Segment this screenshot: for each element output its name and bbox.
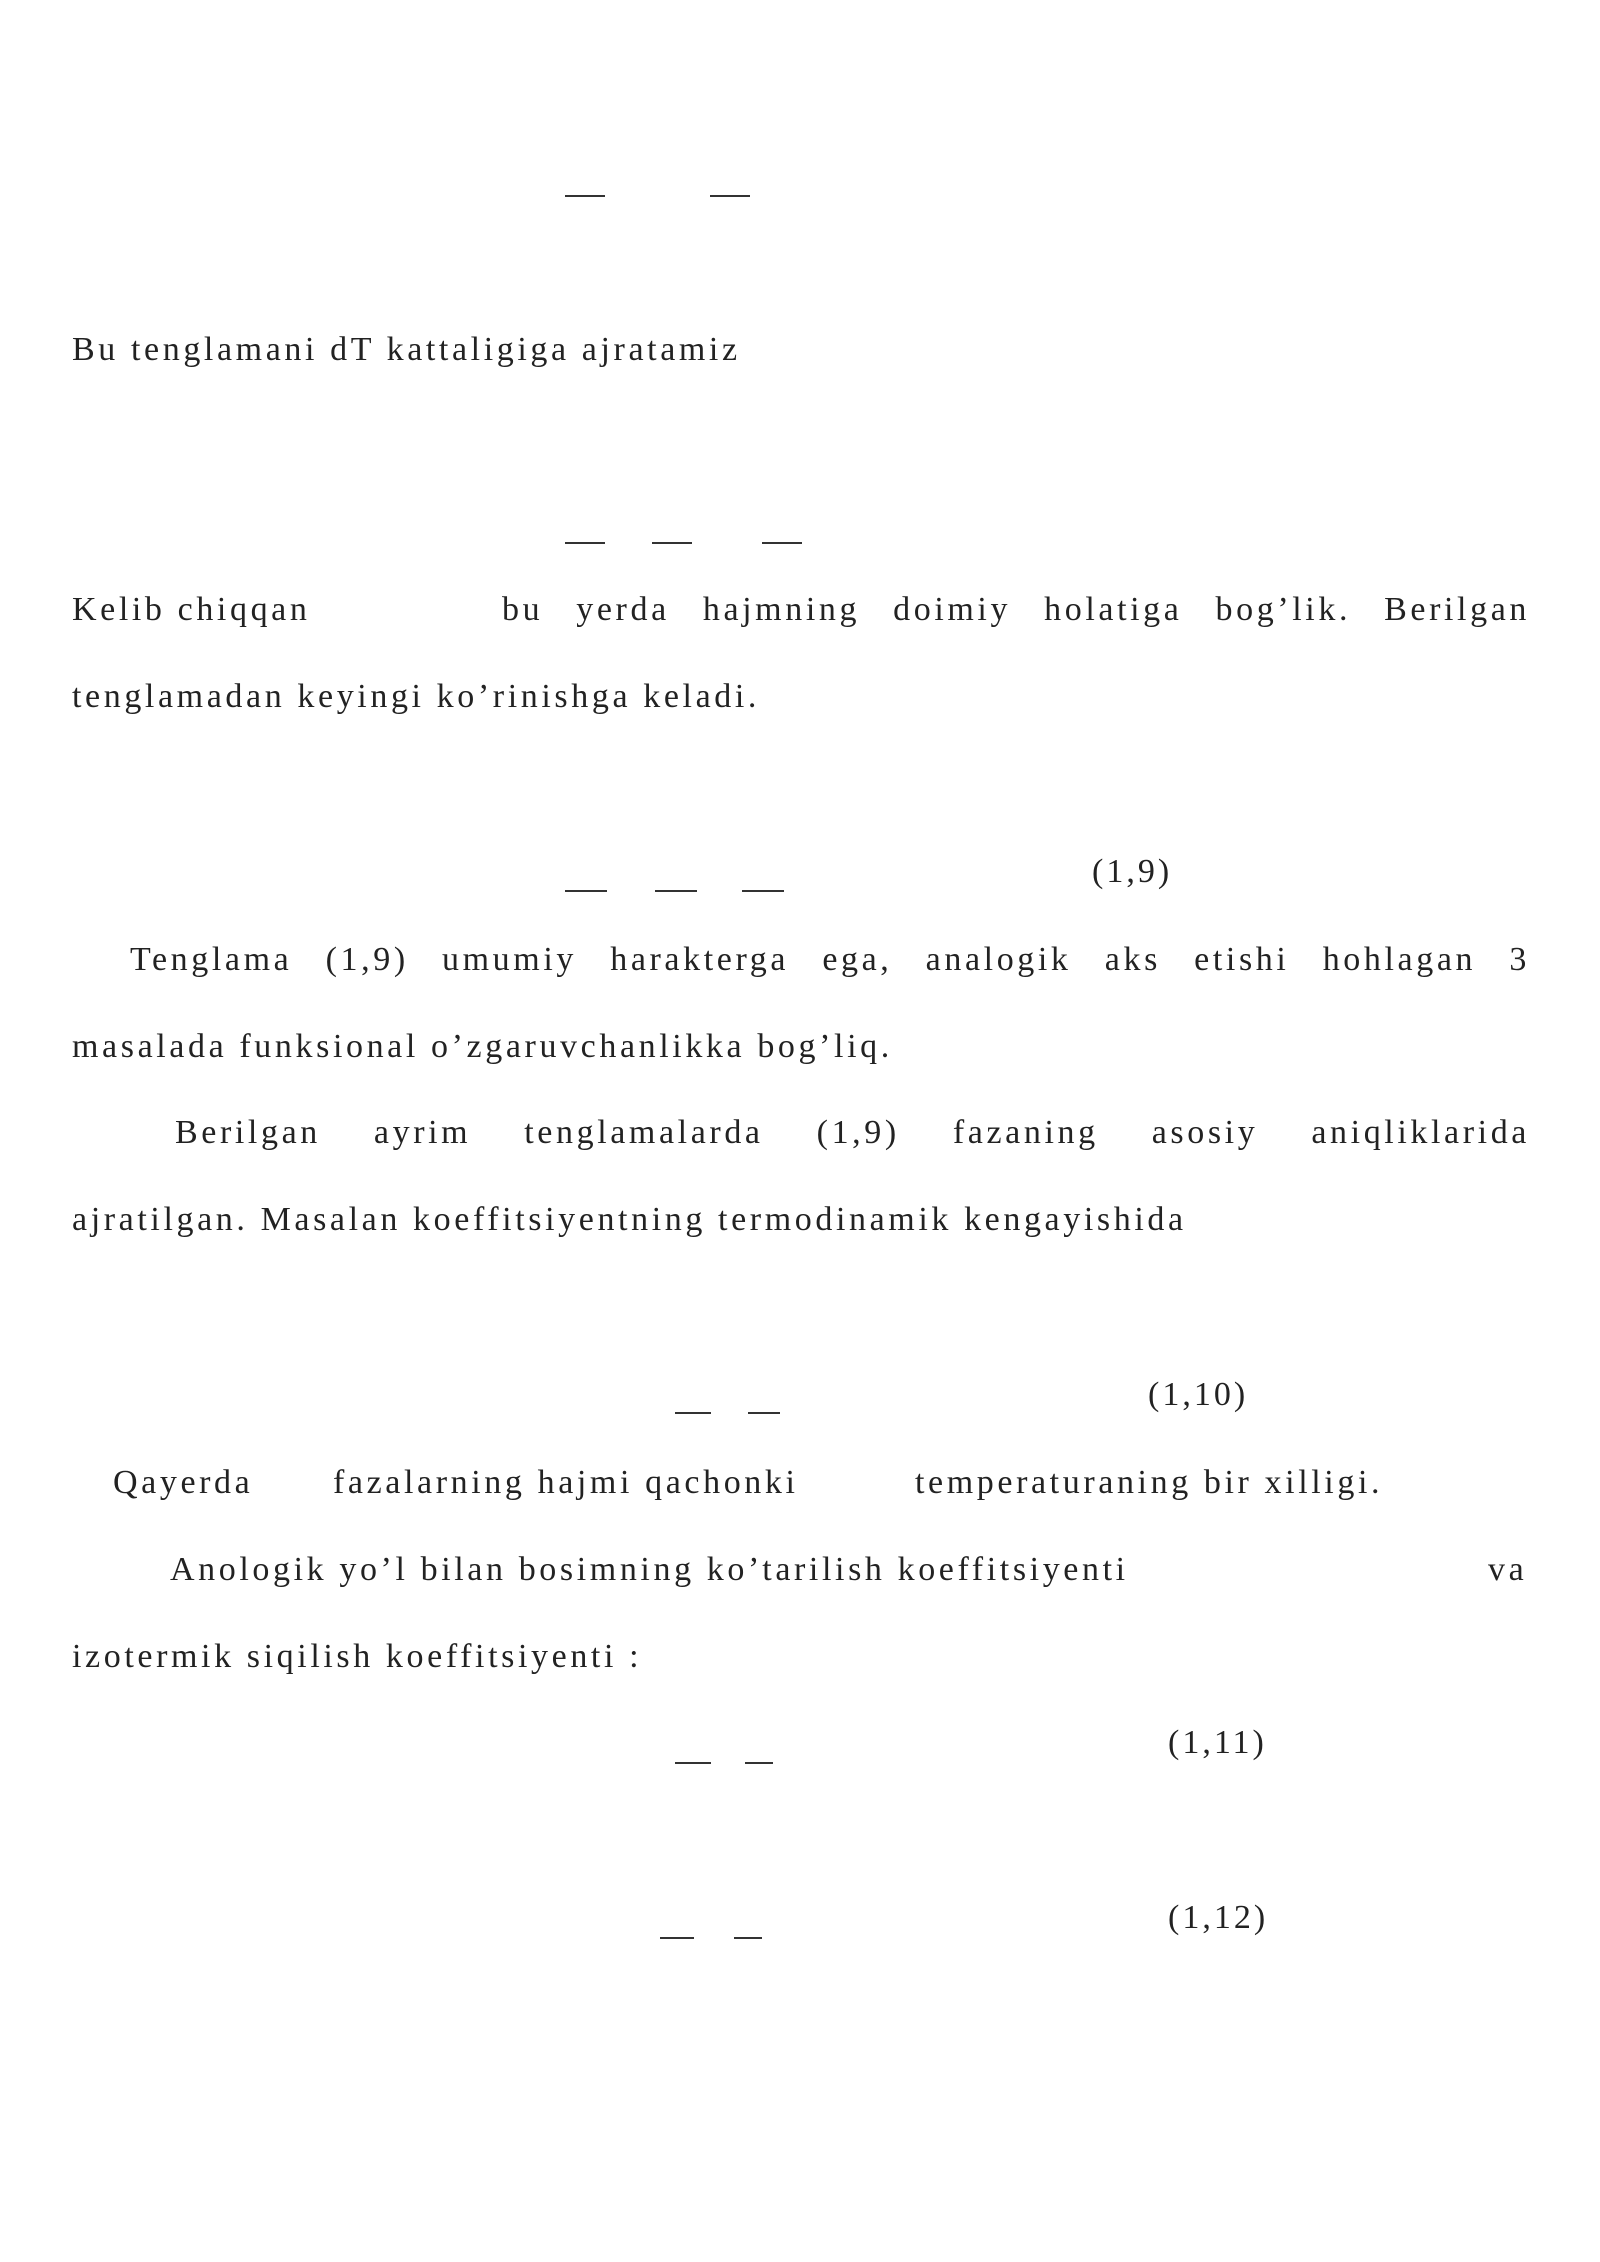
paragraph-line: Kelib chiqqan	[72, 591, 311, 628]
paragraph-line: tenglamadan keyingi ko’rinishga keladi.	[72, 678, 761, 715]
fraction-bar	[742, 890, 784, 892]
paragraph-line: Anologik yo’l bilan bosimning ko’tarilish koeffitsiyenti	[170, 1551, 1129, 1588]
fraction-bar	[675, 1412, 711, 1414]
equation-number: (1,10)	[1148, 1376, 1249, 1413]
paragraph-line: Bu tenglamani dT kattaligiga ajratamiz	[72, 331, 741, 368]
paragraph-line: Tenglama (1,9) umumiy harakterga ega, analogik aks etishi hohlagan 3	[130, 941, 1530, 978]
paragraph-line: izotermik siqilish koeffitsiyenti :	[72, 1638, 643, 1675]
fraction-bar	[565, 542, 605, 544]
fraction-bar	[734, 1937, 762, 1939]
paragraph-line: ajratilgan. Masalan koeffitsiyentning termodinamik kengayishida	[72, 1201, 1187, 1238]
fraction-bar	[660, 1937, 694, 1939]
paragraph-line: Qayerda	[113, 1464, 254, 1501]
paragraph-line: temperaturaning bir xilligi.	[915, 1464, 1384, 1501]
paragraph-line: va	[1488, 1551, 1528, 1588]
fraction-bar	[748, 1412, 780, 1414]
fraction-bar	[675, 1762, 711, 1764]
fraction-bar	[710, 195, 750, 197]
fraction-bar	[652, 542, 692, 544]
equation-number: (1,11)	[1168, 1724, 1267, 1761]
paragraph-line: masalada funksional o’zgaruvchanlikka bog’liq.	[72, 1028, 893, 1065]
fraction-bar	[762, 542, 802, 544]
paragraph-line: Berilgan ayrim tenglamalarda (1,9) fazaning asosiy aniqliklarida	[175, 1114, 1530, 1151]
fraction-bar	[565, 195, 605, 197]
paragraph-line: bu yerda hajmning doimiy holatiga bog’lik. Berilgan	[502, 591, 1530, 628]
fraction-bar	[565, 890, 607, 892]
fraction-bar	[655, 890, 697, 892]
equation-number: (1,12)	[1168, 1899, 1269, 1936]
equation-number: (1,9)	[1092, 853, 1173, 890]
fraction-bar	[745, 1762, 773, 1764]
paragraph-line: fazalarning hajmi qachonki	[333, 1464, 799, 1501]
